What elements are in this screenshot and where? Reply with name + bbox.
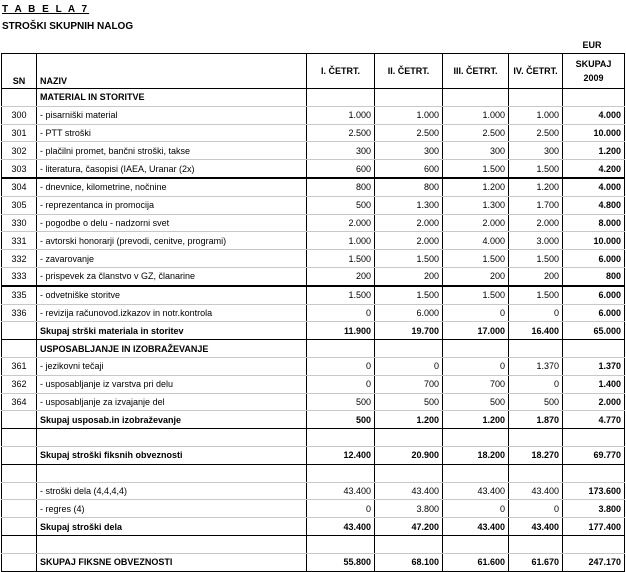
cell-q1: 500 [307,196,375,214]
cell-total [563,340,625,358]
cell-q3 [443,535,509,553]
cell-sn: 303 [2,160,37,178]
cell-q4: 2.000 [509,214,563,232]
cell-q2: 300 [375,142,443,160]
cell-q4: 16.400 [509,322,563,340]
cell-q2: 200 [375,267,443,285]
cell-total: 4.000 [563,178,625,196]
cell-q4: 1.500 [509,250,563,268]
cell-q2 [375,429,443,447]
cell-q3: 500 [443,393,509,411]
cell-naziv: - dnevnice, kilometrine, nočnine [37,178,307,196]
cell-naziv [37,464,307,482]
cell-naziv: - prispevek za članstvo v GZ, članarine [37,267,307,285]
cell-q2: 600 [375,160,443,178]
cell-q4: 1.200 [509,178,563,196]
cell-naziv: MATERIAL IN STORITVE [37,89,307,107]
cell-total: 10.000 [563,124,625,142]
cell-sn [2,340,37,358]
cell-q4: 43.400 [509,518,563,536]
cell-total: 173.600 [563,482,625,500]
table-row [2,411,625,429]
table-row [2,429,625,447]
table-row [2,286,625,304]
cell-sn [2,553,37,571]
cell-naziv: Skupaj strški materiala in storitev [37,322,307,340]
cell-q4: 200 [509,267,563,285]
cell-sn: 305 [2,196,37,214]
cell-sn: 333 [2,267,37,285]
costs-table [1,53,625,572]
cell-q3: 1.500 [443,286,509,304]
table-row [2,535,625,553]
cell-total: 4.200 [563,160,625,178]
table-row [2,340,625,358]
cell-q4: 1.000 [509,106,563,124]
cell-sn [2,464,37,482]
cell-q3: 4.000 [443,232,509,250]
cell-q2 [375,340,443,358]
table-row [2,250,625,268]
cell-q4 [509,535,563,553]
cell-q1: 500 [307,411,375,429]
cell-sn [2,446,37,464]
cell-q4: 0 [509,500,563,518]
cell-q1: 2.500 [307,124,375,142]
table-row [2,106,625,124]
cell-q3 [443,464,509,482]
cell-q2: 3.800 [375,500,443,518]
cell-sn: 335 [2,286,37,304]
cell-sn [2,411,37,429]
cell-q1 [307,89,375,107]
cell-total [563,429,625,447]
cell-q3: 61.600 [443,553,509,571]
cell-naziv: - pisarniški material [37,106,307,124]
cell-total: 4.800 [563,196,625,214]
cell-q1: 12.400 [307,446,375,464]
cell-naziv: Skupaj stroški dela [37,518,307,536]
cell-q2 [375,464,443,482]
cell-total: 6.000 [563,286,625,304]
cell-q1: 0 [307,500,375,518]
cell-q4 [509,340,563,358]
cell-total: 2.000 [563,393,625,411]
cell-q3: 43.400 [443,518,509,536]
table-row [2,232,625,250]
cell-q3 [443,89,509,107]
cell-q1: 200 [307,267,375,285]
cell-sn: 331 [2,232,37,250]
cell-q1: 1.500 [307,286,375,304]
cell-q1: 0 [307,357,375,375]
currency-label: EUR [582,40,602,50]
cell-q3: 1.500 [443,250,509,268]
cell-q2: 1.300 [375,196,443,214]
cell-sn: 364 [2,393,37,411]
cell-q4: 300 [509,142,563,160]
table-row [2,160,625,178]
cell-naziv: Skupaj usposab.in izobraževanje [37,411,307,429]
cell-sn [2,518,37,536]
cell-q3: 1.300 [443,196,509,214]
table-row [2,89,625,107]
cell-q4: 0 [509,304,563,322]
cell-total: 1.370 [563,357,625,375]
cell-total: 65.000 [563,322,625,340]
cell-q2: 2.000 [375,214,443,232]
table-row [2,393,625,411]
cell-q3: 0 [443,304,509,322]
cell-naziv: SKUPAJ FIKSNE OBVEZNOSTI [37,553,307,571]
cell-naziv: - literatura, časopisi (IAEA, Uranar (2x) [37,160,307,178]
cell-q1 [307,535,375,553]
header-total: SKUPAJ 2009 [563,54,625,89]
table-row [2,482,625,500]
cell-q2: 43.400 [375,482,443,500]
cell-sn: 362 [2,375,37,393]
table-row [2,357,625,375]
cell-total: 800 [563,267,625,285]
header-sn: SN [2,54,37,89]
cell-q3: 1.000 [443,106,509,124]
cell-q2: 1.000 [375,106,443,124]
cell-q1: 11.900 [307,322,375,340]
cell-sn [2,429,37,447]
cell-total: 8.000 [563,214,625,232]
cell-q2: 68.100 [375,553,443,571]
cell-sn: 332 [2,250,37,268]
cell-naziv: - usposabljanje za izvajanje del [37,393,307,411]
cell-q3: 2.000 [443,214,509,232]
cell-q4: 43.400 [509,482,563,500]
cell-sn: 300 [2,106,37,124]
cell-q4: 1.870 [509,411,563,429]
cell-naziv: - zavarovanje [37,250,307,268]
cell-q2 [375,89,443,107]
header-q2: II. ČETRT. [375,54,443,89]
cell-sn: 302 [2,142,37,160]
cell-sn: 336 [2,304,37,322]
cell-naziv: - PTT stroški [37,124,307,142]
cell-total: 1.400 [563,375,625,393]
cell-naziv [37,535,307,553]
cell-q4 [509,464,563,482]
table-row [2,142,625,160]
table-row [2,375,625,393]
cell-q3: 1.200 [443,411,509,429]
cell-q1: 600 [307,160,375,178]
cell-naziv: - jezikovni tečaji [37,357,307,375]
cell-q2: 2.500 [375,124,443,142]
cell-sn [2,322,37,340]
cell-q4: 1.700 [509,196,563,214]
cell-naziv: - reprezentanca in promocija [37,196,307,214]
cell-q3: 200 [443,267,509,285]
cell-q3 [443,340,509,358]
table-title: T A B E L A 7 [2,4,90,15]
cell-q3 [443,429,509,447]
cell-naziv: - odvetniške storitve [37,286,307,304]
cell-q1: 0 [307,375,375,393]
cell-q1: 500 [307,393,375,411]
cell-q3: 1.200 [443,178,509,196]
cell-total [563,89,625,107]
cell-naziv: USPOSABLJANJE IN IZOBRAŽEVANJE [37,340,307,358]
cell-q4: 2.500 [509,124,563,142]
table-row [2,518,625,536]
cell-q1 [307,429,375,447]
table-header-row [2,54,625,89]
cell-q1 [307,464,375,482]
cell-q4: 0 [509,375,563,393]
cell-naziv: - stroški dela (4,4,4,4) [37,482,307,500]
cell-q1: 800 [307,178,375,196]
cell-q2: 19.700 [375,322,443,340]
cell-q2: 1.500 [375,250,443,268]
cell-naziv: - revizija računovod.izkazov in notr.kontrola [37,304,307,322]
cell-naziv: - usposabljanje iz varstva pri delu [37,375,307,393]
cell-total: 1.200 [563,142,625,160]
cell-sn: 301 [2,124,37,142]
cell-q3: 43.400 [443,482,509,500]
cell-q3: 17.000 [443,322,509,340]
cell-q4 [509,429,563,447]
cell-total: 69.770 [563,446,625,464]
cell-total: 247.170 [563,553,625,571]
cell-naziv: Skupaj stroški fiksnih obveznosti [37,446,307,464]
cell-q4: 18.270 [509,446,563,464]
cell-q1: 1.000 [307,106,375,124]
cell-q1: 55.800 [307,553,375,571]
cell-q3: 300 [443,142,509,160]
cell-q2: 500 [375,393,443,411]
cell-total: 3.800 [563,500,625,518]
table-row [2,267,625,285]
cell-total: 10.000 [563,232,625,250]
cell-sn [2,482,37,500]
cell-q3: 18.200 [443,446,509,464]
cell-total: 4.000 [563,106,625,124]
cell-q4: 1.370 [509,357,563,375]
cell-q3: 1.500 [443,160,509,178]
header-q1: I. ČETRT. [307,54,375,89]
cell-naziv: - regres (4) [37,500,307,518]
header-naziv: NAZIV [37,54,307,89]
table-row [2,446,625,464]
cell-q1: 1.500 [307,250,375,268]
cell-q1: 0 [307,304,375,322]
cell-q4: 61.670 [509,553,563,571]
table-row [2,304,625,322]
cell-q3: 0 [443,500,509,518]
cell-naziv: - pogodbe o delu - nadzorni svet [37,214,307,232]
cell-sn [2,535,37,553]
cell-q1 [307,340,375,358]
table-subtitle: STROŠKI SKUPNIH NALOG [2,21,134,32]
cell-sn: 330 [2,214,37,232]
cell-q1: 43.400 [307,482,375,500]
cell-q2: 47.200 [375,518,443,536]
table-row [2,214,625,232]
cell-q2: 800 [375,178,443,196]
cell-q1: 300 [307,142,375,160]
cell-q3: 2.500 [443,124,509,142]
cell-total [563,464,625,482]
cell-q2: 20.900 [375,446,443,464]
table-row [2,500,625,518]
cell-sn [2,500,37,518]
cell-q2: 700 [375,375,443,393]
cell-q2: 2.000 [375,232,443,250]
cell-q2 [375,535,443,553]
cell-q3: 700 [443,375,509,393]
cell-q1: 43.400 [307,518,375,536]
cell-total: 6.000 [563,304,625,322]
cell-sn [2,89,37,107]
cell-total: 177.400 [563,518,625,536]
cell-q4: 3.000 [509,232,563,250]
cell-sn: 304 [2,178,37,196]
cell-naziv: - plačilni promet, bančni stroški, takse [37,142,307,160]
cell-total [563,535,625,553]
cell-q4 [509,89,563,107]
cell-q2: 1.500 [375,286,443,304]
cell-total: 4.770 [563,411,625,429]
cell-q4: 1.500 [509,160,563,178]
table-row [2,322,625,340]
cell-naziv [37,429,307,447]
cell-total: 6.000 [563,250,625,268]
cell-naziv: - avtorski honorarji (prevodi, cenitve, programi) [37,232,307,250]
cell-q1: 1.000 [307,232,375,250]
header-q3: III. ČETRT. [443,54,509,89]
cell-q4: 500 [509,393,563,411]
table-row [2,553,625,571]
cell-q1: 2.000 [307,214,375,232]
cell-q2: 1.200 [375,411,443,429]
cell-q2: 6.000 [375,304,443,322]
header-q4: IV. ČETRT. [509,54,563,89]
table-row [2,178,625,196]
table-row [2,196,625,214]
cell-q3: 0 [443,357,509,375]
table-row [2,464,625,482]
cell-q2: 0 [375,357,443,375]
table-row [2,124,625,142]
cell-q4: 1.500 [509,286,563,304]
cell-sn: 361 [2,357,37,375]
